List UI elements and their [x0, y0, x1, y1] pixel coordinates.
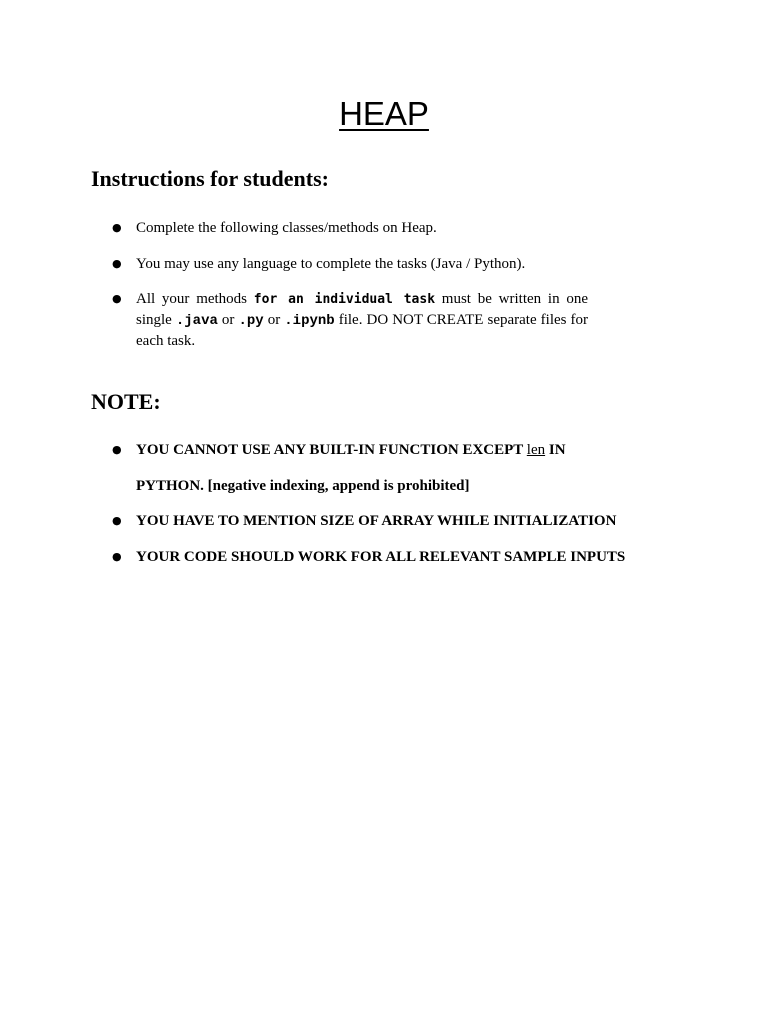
page-title: HEAP: [339, 95, 429, 132]
list-item-text: YOU HAVE TO MENTION SIZE OF ARRAY WHILE INITIALIZATION: [136, 513, 617, 529]
instructions-heading: Instructions for students:: [91, 166, 329, 191]
bullet-icon: ●: [112, 257, 122, 270]
bullet-icon: ●: [112, 550, 122, 563]
bullet-icon: ●: [112, 221, 122, 234]
list-item-text-line2: PYTHON. [negative indexing, append is prohibited]: [136, 478, 470, 494]
list-item: [112, 289, 588, 351]
list-item-text: YOUR CODE SHOULD WORK FOR ALL RELEVANT SAMPLE INPUTS: [136, 549, 626, 565]
list-item: [112, 511, 652, 531]
list-item-text: Complete the following classes/methods on Heap.: [136, 220, 437, 236]
list-item: [112, 218, 588, 238]
list-item: [112, 254, 588, 274]
bullet-icon: ●: [112, 514, 122, 527]
list-item-text: You may use any language to complete the tasks (Java / Python).: [136, 256, 526, 272]
list-item: [112, 547, 652, 567]
note-heading: NOTE:: [91, 389, 161, 414]
bullet-icon: ●: [112, 443, 122, 456]
list-item: [112, 440, 652, 496]
list-item-text: YOU CANNOT USE ANY BUILT-IN FUNCTION EXCEPT len IN: [136, 442, 566, 458]
bullet-icon: ●: [112, 292, 122, 305]
list-item-text: All your methods for an individual task must be written in one single .java or .py or .ipynb file. DO NOT CREATE separate files for each task.: [136, 291, 589, 349]
